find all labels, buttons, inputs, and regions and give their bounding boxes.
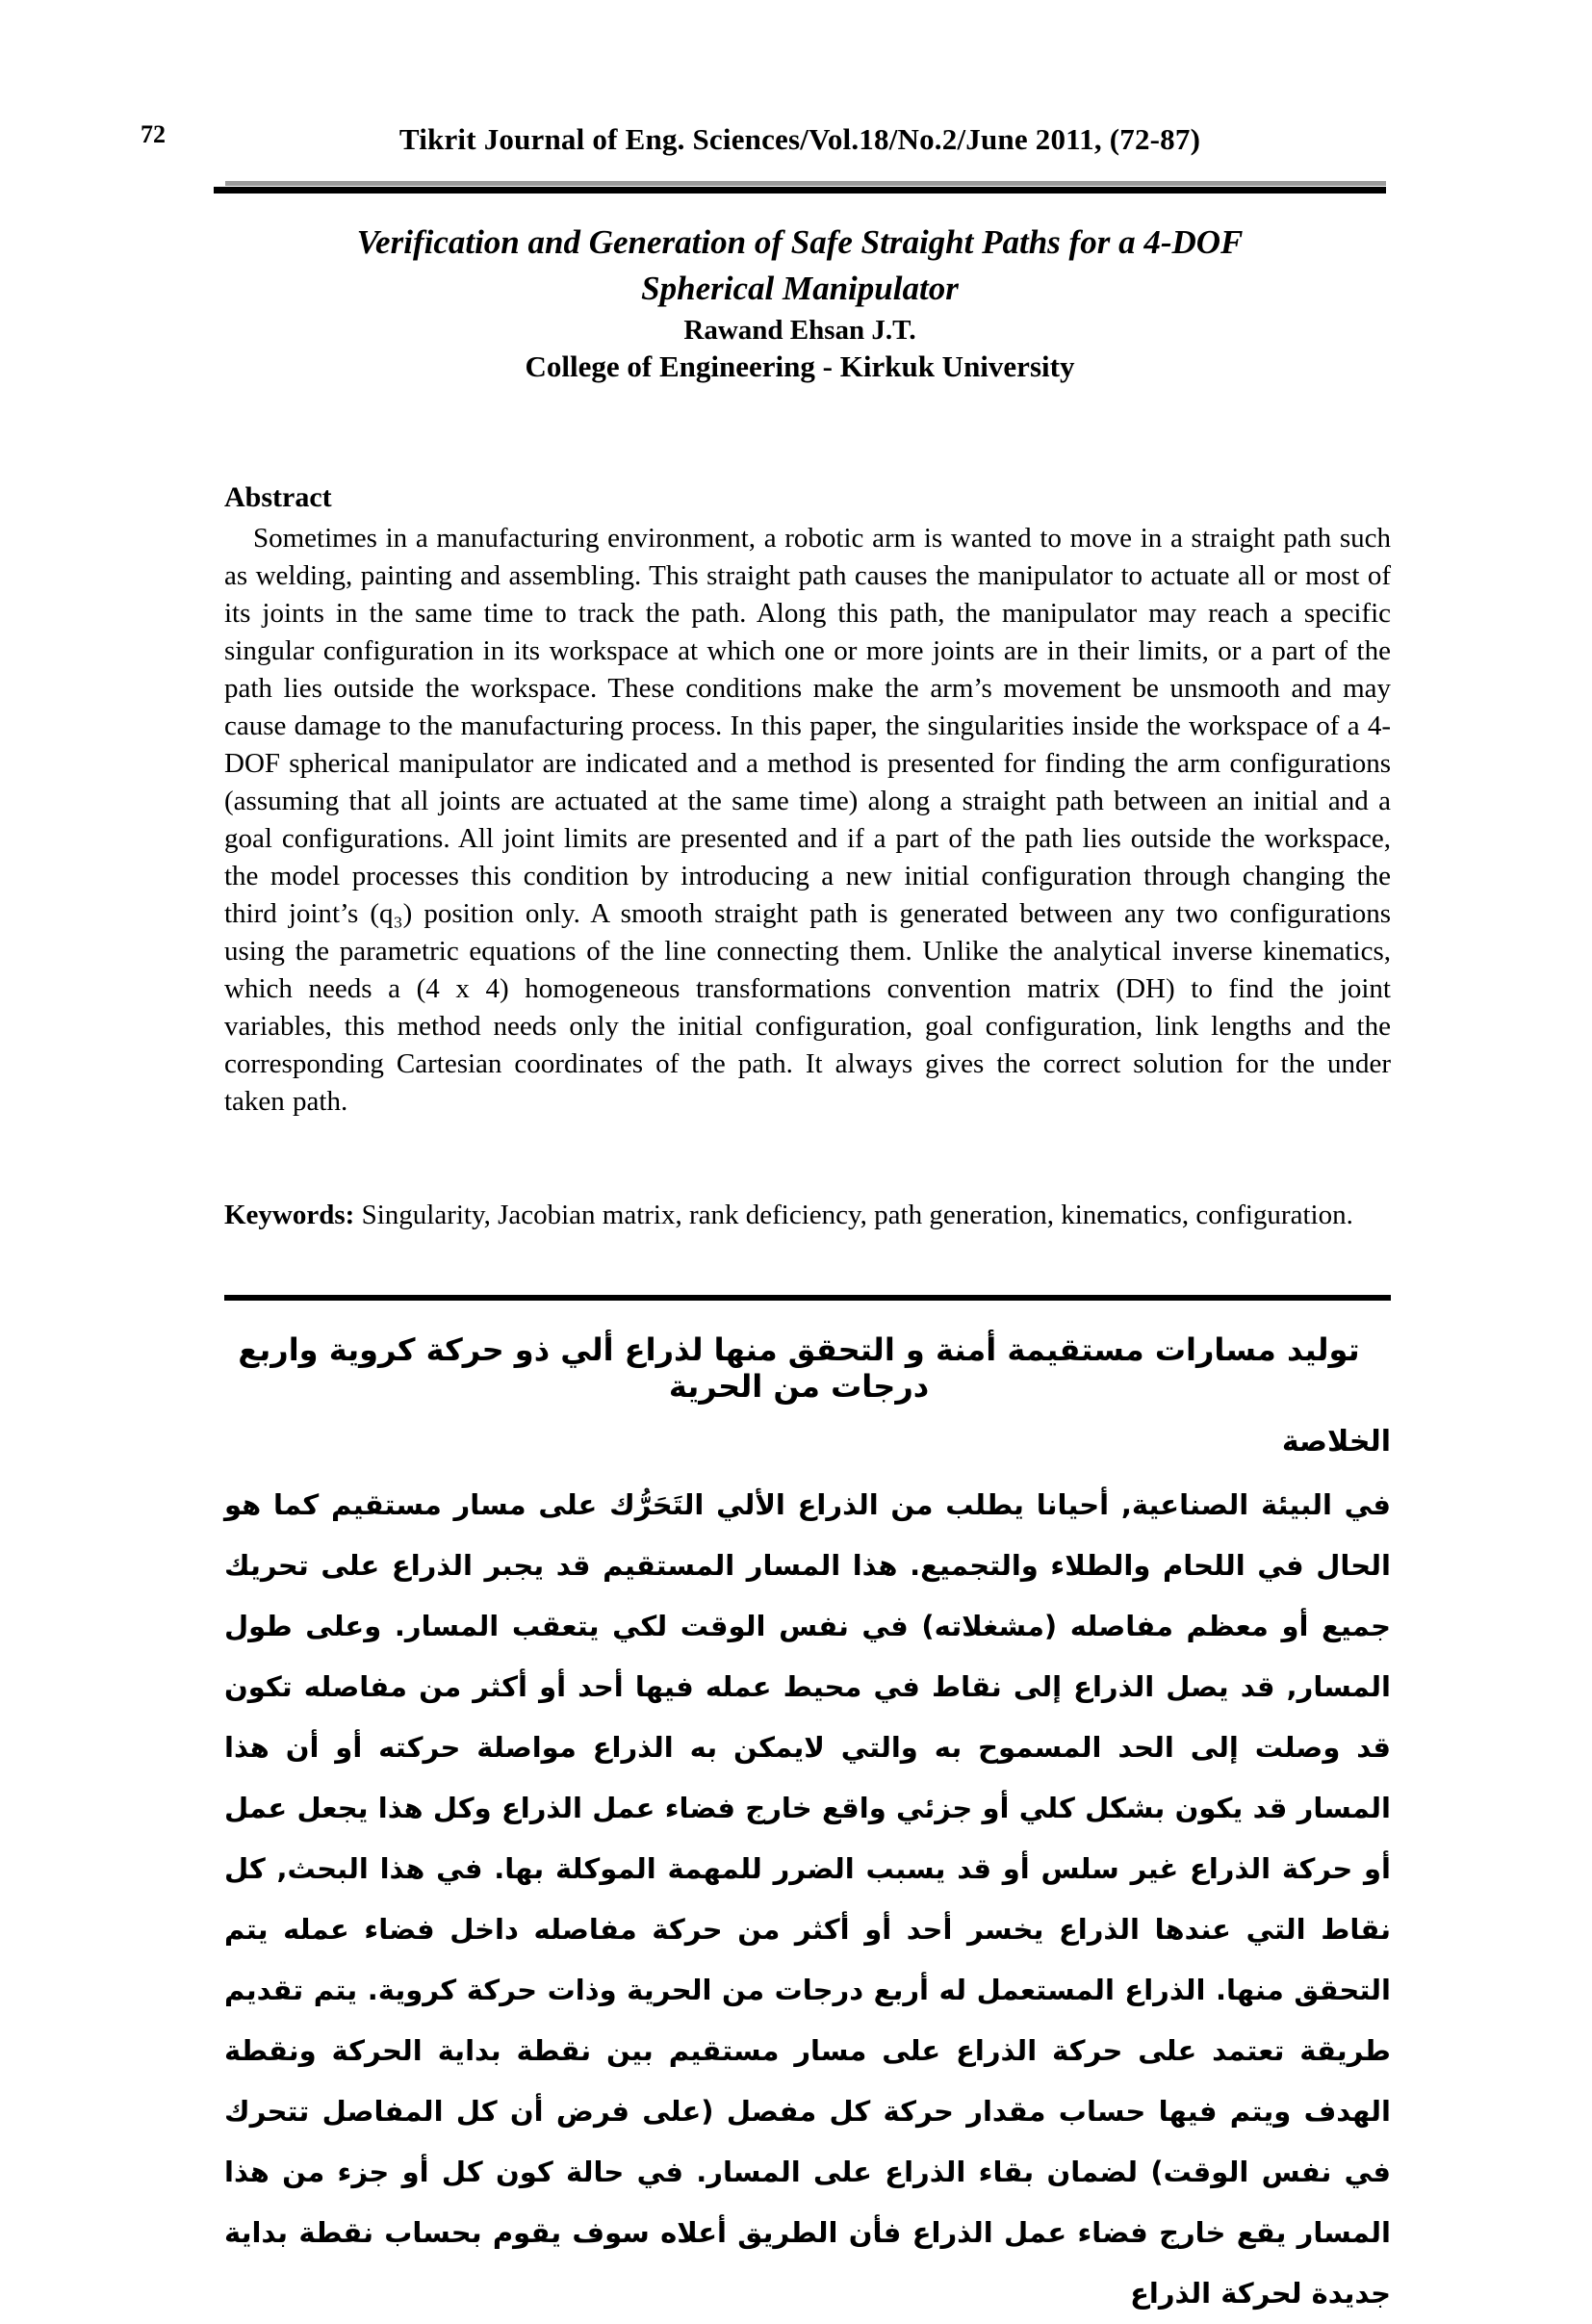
keywords-line xyxy=(224,1197,1391,1234)
abstract-text: Sometimes in a manufacturing environment, a robotic arm is wanted to move in a straight path such as welding, painting and assembling. This straight path causes the manipulator to actuate all or most of its joints in the same time to track the path. Along this path, the manipulator may reach a specific singular configuration in its workspace at which one or more joints are in their limits, or a part of the path lies outside the workspace. These conditions make the arm’s movement be unsmooth and may cause damage to the manufacturing process. In this paper, the singularities inside the workspace of a 4-DOF spherical manipulator are indicated and a method is presented for finding the arm configurations (assuming that all joints are actuated at the same time) along a straight path between an initial and a goal configurations. All joint limits are presented and if a part of the path lies outside the workspace, the model processes this condition by introducing a new initial configuration through changing the third joint’s (q₃) position only. A smooth straight path is generated between any two configurations using the parametric equations of the line connecting them. Unlike the analytical inverse kinematics, which needs a (4 x 4) homogeneous transformations convention matrix (DH) to find the joint variables, this method needs only the initial configuration, goal configuration, link lengths and the corresponding Cartesian coordinates of the path. It always gives the correct solution for the under taken path. xyxy=(224,523,1391,1117)
arabic-abstract-heading: الخلاصة xyxy=(1281,1425,1391,1459)
header-rule-gray-bar xyxy=(225,181,1386,186)
keywords-text: Singularity, Jacobian matrix, rank deficiency, path generation, kinematics, configuration. xyxy=(354,1200,1353,1230)
header-rule xyxy=(214,181,1386,194)
author-name: Rawand Ehsan J.T. xyxy=(683,315,916,346)
arabic-title: توليد مسارات مستقيمة أمنة و التحقق منها لذراع ألي ذو حركة كروية واربع درجات من الحرية xyxy=(238,1331,1360,1405)
paper-title-line2: Spherical Manipulator xyxy=(641,270,959,307)
arabic-abstract-text: في البيئة الصناعية, أحيانا يطلب من الذراع الألي التَحَرُّك على مسار مستقيم كما هو الحال في اللحام والطلاء والتجميع. هذا المسار المستقيم قد يجبر الذراع على تحريك جميع أو معظم مفاصله (مشغلاته) في نفس الوقت لكي يتعقب المسار. وعلى طول المسار, قد يصل الذراع إلى نقاط في محيط عمله فيها أحد أو أكثر من مفاصله تكون قد وصلت إلى الحد المسموح به والتي لايمكن به الذراع مواصلة حركته أو أن هذا المسار قد يكون بشكل كلي أو جزئي واقع خارج فضاء عمل الذراع وكل هذا يجعل عمل أو حركة الذراع غير سلس أو قد يسبب الضرر للمهمة الموكلة بها. في هذا البحث, كل نقاط التي عندها الذراع يخسر أحد أو أكثر من حركة مفاصله داخل فضاء عمله يتم التحقق منها. الذراع المستعمل له أربع درجات من الحرية وذات حركة كروية. يتم تقديم طريقة تعتمد على حركة الذراع على مسار مستقيم بين نقطة بداية الحركة ونقطة الهدف ويتم فيها حساب مقدار حركة كل مفصل (على فرض أن كل المفاصل تتحرك في نفس الوقت) لضمان بقاء الذراع على المسار. في حالة كون كل أو جزء من هذا المسار يقع خارج فضاء عمل الذراع فأن الطريق أعلاه سوف يقوم بحساب نقطة بداية جديدة لحركة الذراع xyxy=(224,1488,1391,2310)
journal-header: Tikrit Journal of Eng. Sciences/Vol.18/No.2/June 2011, (72-87) xyxy=(398,122,1201,156)
paper-title-line1: Verification and Generation of Safe Straight Paths for a 4-DOF xyxy=(356,223,1244,261)
abstract-heading: Abstract xyxy=(224,481,332,513)
keywords-label: Keywords: xyxy=(224,1200,355,1230)
paper-title xyxy=(213,219,1387,312)
affiliation: College of Engineering - Kirkuk University xyxy=(525,349,1075,383)
header-rule-black-bar xyxy=(214,187,1386,194)
page-number: 72 xyxy=(141,120,166,148)
section-divider-rule xyxy=(224,1295,1391,1301)
